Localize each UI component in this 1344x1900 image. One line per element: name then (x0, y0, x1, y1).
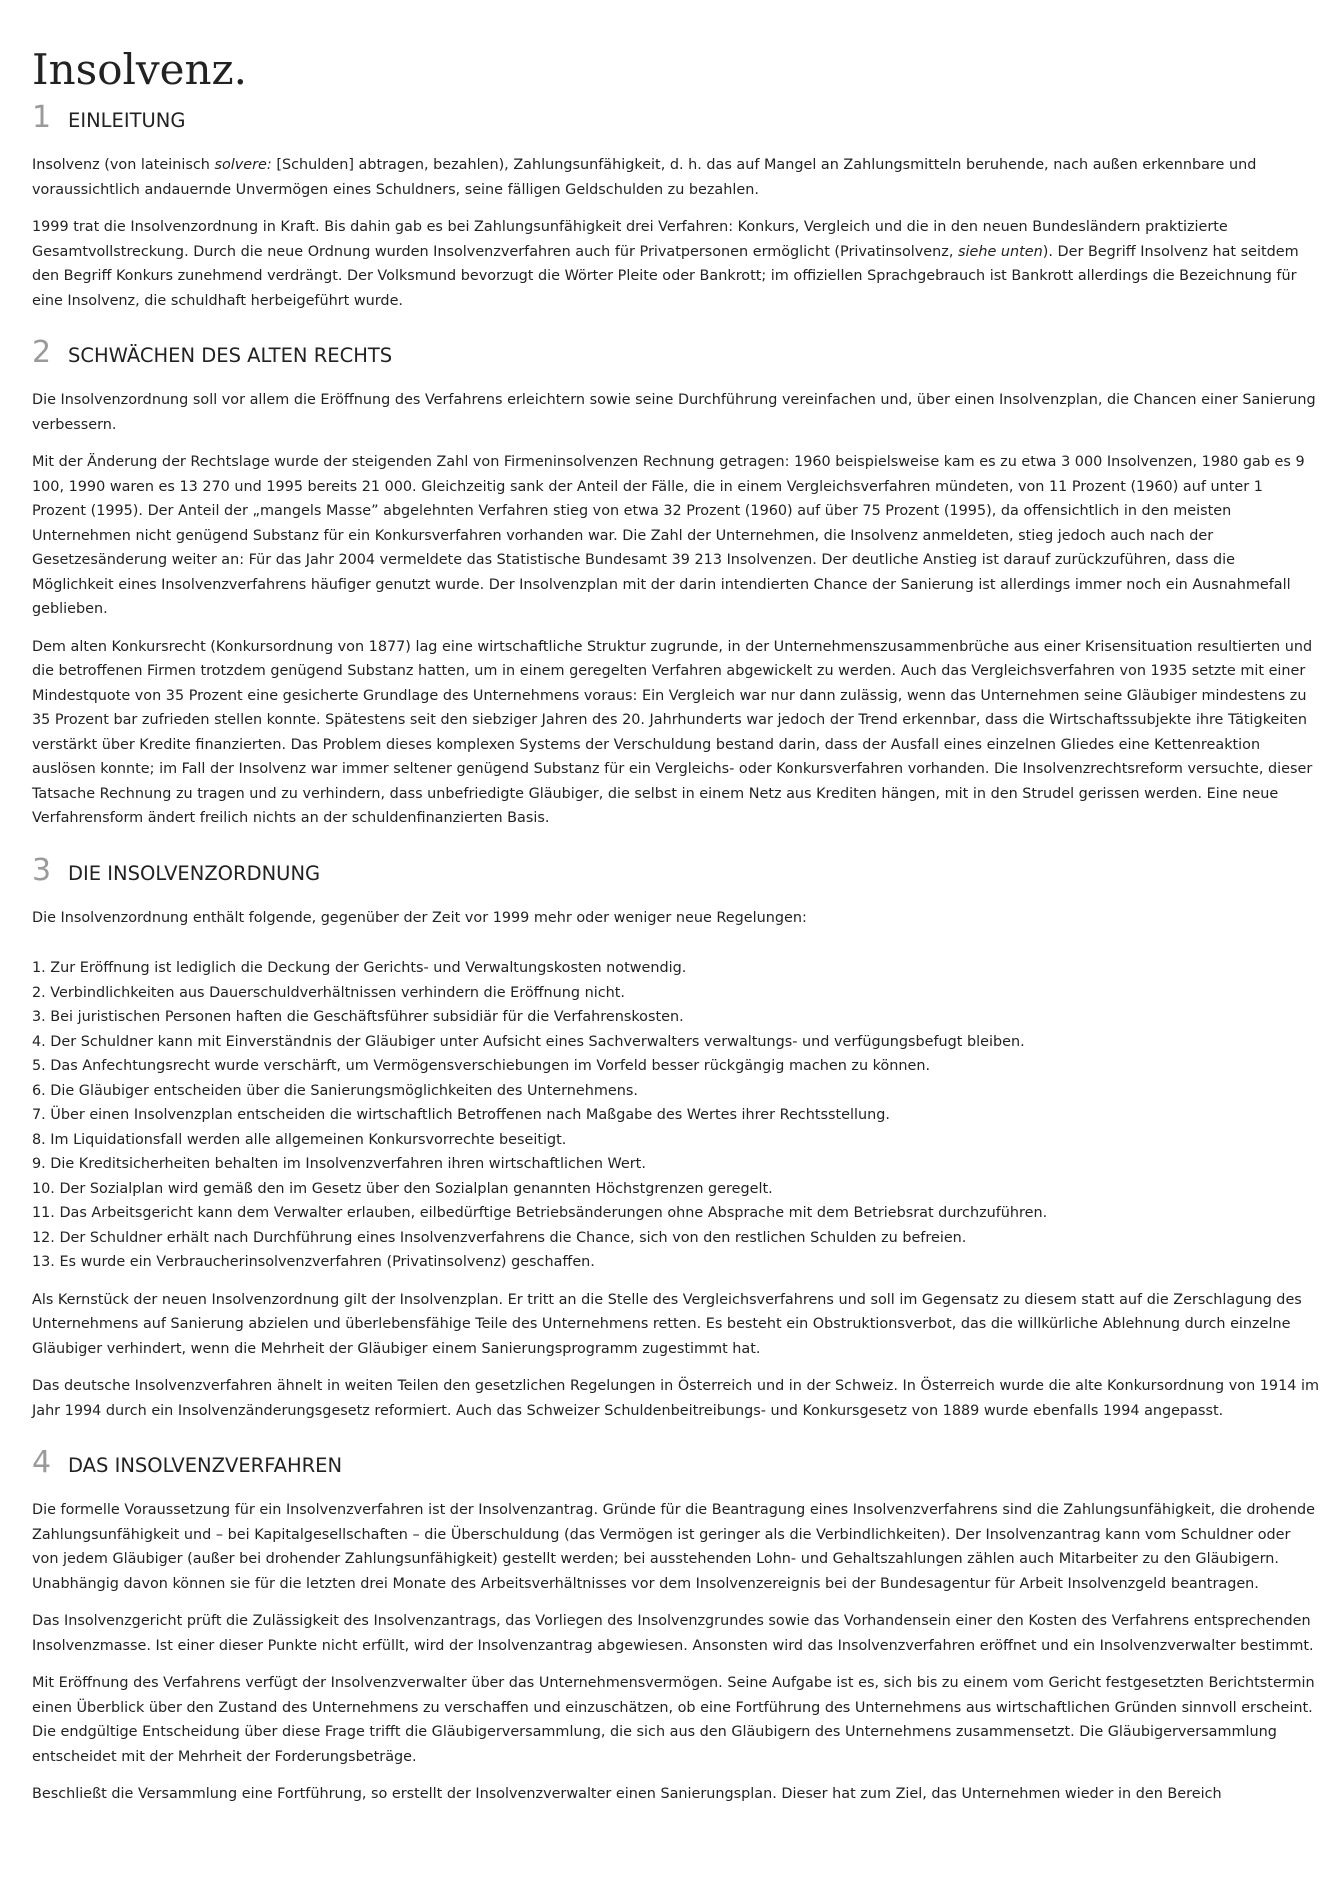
paragraph: 1999 trat die Insolvenzordnung in Kraft. Bis dahin gab es bei Zahlungsunfähigkeit drei Verfahren: Konkurs, Vergleich und die in den neuen Bundesländern praktizierte Gesamtvollstreckung. Durch die neue Ordnung wurden Insolvenzverfahren auch für Privatpersonen ermöglicht (Privatinsolvenz, siehe unten). Der Begriff Insolvenz hat seitdem den Begriff Konkurs zunehmend verdrängt. Der Volksmund bevorzugt die Wörter Pleite oder Bankrott; im offiziellen Sprachgebrauch ist Bankrott allerdings die Bezeichnung für eine Insolvenz, die schuldhaft herbeigeführt wurde. (32, 219, 1299, 309)
section-heading (32, 853, 1320, 892)
paragraph: Dem alten Konkursrecht (Konkursordnung von 1877) lag eine wirtschaftliche Struktur zugrunde, in der Unternehmenszusammenbrüche aus einer Krisensituation resultierten und die betroffenen Firmen trotzdem genügend Substanz hatten, um in einem geregelten Verfahren abgewickelt zu werden. Auch das Vergleichsverfahren von 1935 setzte mit einer Mindestquote von 35 Prozent eine gesicherte Grundlage des Unternehmens voraus: Ein Vergleich war nur dann zulässig, wenn das Unternehmen seine Gläubiger mindestens zu 35 Prozent bar zufrieden stellen konnte. Spätestens seit den siebziger Jahren des 20. Jahrhunderts war jedoch der Trend erkennbar, dass die Wirtschaftssubjekte ihre Tätigkeiten verstärkt über Kredite finanzierten. Das Problem dieses komplexen Systems der Verschuldung bestand darin, dass der Ausfall eines einzelnen Gliedes eine Kettenreaktion auslösen konnte; im Fall der Insolvenz war immer seltener genügend Substanz für ein Vergleichs- oder Konkursverfahren vorhanden. Die Insolvenzrechtsreform versuchte, dieser Tatsache Rechnung zu tragen und zu verhindern, dass unbefriedigte Gläubiger, die selbst in einem Netz aus Krediten hängen, mit in den Strudel gerissen werden. Eine neue Verfahrensform ändert freilich nichts an der schuldenfinanzierten Basis. (32, 638, 1313, 826)
section-heading (32, 100, 1320, 139)
paragraph: Mit Eröffnung des Verfahrens verfügt der Insolvenzverwalter über das Unternehmensvermögen. Seine Aufgabe ist es, sich bis zu einem vom Gericht festgesetzten Berichtstermin einen Überblick über den Zustand des Unternehmens zu verschaffen und einzuschätzen, ob eine Fortführung des Unternehmens aus wirtschaftlichen Gründen sinnvoll erscheint. Die endgültige Entscheidung über diese Frage trifft die Gläubigerversammlung, die sich aus den Gläubigern des Unternehmens zusammensetzt. Die Gläubigerversammlung entscheidet mit der Mehrheit der Forderungsbeträge. (32, 1675, 1315, 1765)
section-heading (32, 335, 1320, 374)
italic-text: solvere: (214, 157, 272, 173)
section-die-insolvenzordnung (32, 853, 1320, 1424)
regulations-list (32, 956, 1320, 1275)
section-title: EINLEITUNG (68, 109, 186, 132)
section-title: DAS INSOLVENZVERFAHREN (68, 1454, 343, 1477)
section-number: 1 (32, 100, 52, 135)
list-item: 4. Der Schuldner kann mit Einverständnis der Gläubiger unter Aufsicht eines Sachverwalters verwaltungs- und verfügungsbefugt bleiben. (32, 1033, 1025, 1050)
list-item: 6. Die Gläubiger entscheiden über die Sanierungsmöglichkeiten des Unternehmens. (32, 1082, 638, 1099)
list-item: 12. Der Schuldner erhält nach Durchführung eines Insolvenzverfahrens die Chance, sich von den restlichen Schulden zu befreien. (32, 1229, 967, 1246)
paragraph: Die Insolvenzordnung soll vor allem die Eröffnung des Verfahrens erleichtern sowie seine Durchführung vereinfachen und, über einen Insolvenzplan, die Chancen einer Sanierung verbessern. (32, 392, 1316, 433)
list-item: 11. Das Arbeitsgericht kann dem Verwalter erlauben, eilbedürftige Betriebsänderungen ohne Absprache mit dem Betriebsrat durchzuführen. (32, 1205, 1048, 1221)
list-item: 10. Der Sozialplan wird gemäß den im Gesetz über den Sozialplan genannten Höchstgrenzen geregelt. (32, 1180, 773, 1197)
paragraph: Als Kernstück der neuen Insolvenzordnung gilt der Insolvenzplan. Er tritt an die Stelle des Vergleichsverfahrens und soll im Gegensatz zu diesem statt auf die Zerschlagung des Unternehmens auf Sanierung abzielen und überlebensfähige Teile des Unternehmens retten. Es besteht ein Obstruktionsverbot, das die willkürliche Ablehnung durch einzelne Gläubiger verhindert, wenn die Mehrheit der Gläubiger einem Sanierungsprogramm zugestimmt hat. (32, 1291, 1302, 1357)
section-number: 2 (32, 335, 52, 370)
section-einleitung (32, 100, 1320, 313)
paragraph: Mit der Änderung der Rechtslage wurde der steigenden Zahl von Firmeninsolvenzen Rechnung getragen: 1960 beispielsweise kam es zu etwa 3 000 Insolvenzen, 1980 gab es 9 100, 1990 waren es 13 270 und 1995 bereits 21 000. Gleichzeitig sank der Anteil der Fälle, die in einem Vergleichsverfahren mündeten, von 11 Prozent (1960) auf unter 1 Prozent (1995). Der Anteil der „mangels Masse” abgelehnten Verfahren stieg von etwa 32 Prozent (1960) auf über 75 Prozent (1995), da offensichtlich in den meisten Unternehmen nicht genügend Substanz für ein Konkursverfahren vorhanden war. Die Zahl der Unternehmen, die Insolvenz anmeldeten, stieg jedoch auch nach der Gesetzesänderung weiter an: Für das Jahr 2004 vermeldete das Statistische Bundesamt 39 213 Insolvenzen. Der deutliche Anstieg ist darauf zurückzuführen, dass die Möglichkeit eines Insolvenzverfahrens häufiger genutzt wurde. Der Insolvenzplan mit der darin intendierten Chance der Sanierung ist allerdings immer noch ein Ausnahmefall geblieben. (32, 454, 1305, 617)
list-item: 7. Über einen Insolvenzplan entscheiden die wirtschaftlich Betroffenen nach Maßgabe des Wertes ihrer Rechtsstellung. (32, 1107, 890, 1123)
list-item: 1. Zur Eröffnung ist lediglich die Deckung der Gerichts- und Verwaltungskosten notwendig. (32, 960, 687, 976)
section-das-insolvenzverfahren (32, 1445, 1320, 1807)
paragraph: Die formelle Voraussetzung für ein Insolvenzverfahren ist der Insolvenzantrag. Gründe für die Beantragung eines Insolvenzverfahrens sind die Zahlungsunfähigkeit, die drohende Zahlungsunfähigkeit und – bei Kapitalgesellschaften – die Überschuldung (das Vermögen ist geringer als die Verbindlichkeiten). Der Insolvenzantrag kann vom Schuldner oder von jedem Gläubiger (außer bei drohender Zahlungsunfähigkeit) gestellt werden; bei ausstehenden Lohn- und Gehaltszahlungen zählen auch Mitarbeiter zu den Gläubigern. Unabhängig davon können sie für die letzten drei Monate des Arbeitsverhältnisses vor dem Insolvenzereignis bei der Bundesagentur für Arbeit Insolvenzgeld beantragen. (32, 1502, 1315, 1592)
list-item: 3. Bei juristischen Personen haften die Geschäftsführer subsidiär für die Verfahrenskosten. (32, 1009, 684, 1025)
list-item: 5. Das Anfechtungsrecht wurde verschärft, um Vermögensverschiebungen im Vorfeld besser rückgängig machen zu können. (32, 1058, 931, 1074)
italic-text: siehe unten (957, 243, 1043, 260)
paragraph: Beschließt die Versammlung eine Fortführung, so erstellt der Insolvenzverwalter einen Sanierungsplan. Dieser hat zum Ziel, das Unternehmen wieder in den Bereich (32, 1786, 1222, 1802)
section-title: DIE INSOLVENZORDNUNG (68, 861, 321, 885)
section-title: SCHWÄCHEN DES ALTEN RECHTS (68, 344, 393, 367)
document-title: Insolvenz. (32, 45, 248, 94)
list-item: 2. Verbindlichkeiten aus Dauerschuldverhältnissen verhindern die Eröffnung nicht. (32, 984, 625, 1001)
paragraph: Das deutsche Insolvenzverfahren ähnelt in weiten Teilen den gesetzlichen Regelungen in Österreich und in der Schweiz. In Österreich wurde die alte Konkursordnung von 1914 im Jahr 1994 durch ein Insolvenzänderungsgesetz reformiert. Auch das Schweizer Schuldenbeitreibungs- und Konkursgesetz von 1889 wurde ebenfalls 1994 angepasst. (32, 1378, 1319, 1419)
paragraph: Das Insolvenzgericht prüft die Zulässigkeit des Insolvenzantrags, das Vorliegen des Insolvenzgrundes sowie das Vorhandensein einer den Kosten des Verfahrens entsprechenden Insolvenzmasse. Ist einer dieser Punkte nicht erfüllt, wird der Insolvenzantrag abgewiesen. Ansonsten wird das Insolvenzverfahren eröffnet und ein Insolvenzverwalter bestimmt. (32, 1613, 1314, 1654)
section-schwaechen-des-alten-rechts (32, 335, 1320, 831)
paragraph: Die Insolvenzordnung enthält folgende, gegenüber der Zeit vor 1999 mehr oder weniger neue Regelungen: (32, 909, 807, 926)
section-heading (32, 1445, 1320, 1484)
paragraph: Insolvenz (von lateinisch solvere: [Schulden] abtragen, bezahlen), Zahlungsunfähigkeit, d. h. das auf Mangel an Zahlungsmitteln beruhende, nach außen erkennbare und voraussichtlich andauernde Unvermögen eines Schuldners, seine fälligen Geldschulden zu bezahlen. (32, 157, 1257, 198)
section-number: 4 (32, 1445, 52, 1480)
section-number: 3 (32, 852, 52, 888)
list-item: 13. Es wurde ein Verbraucherinsolvenzverfahren (Privatinsolvenz) geschaffen. (32, 1254, 595, 1270)
list-item: 8. Im Liquidationsfall werden alle allgemeinen Konkursvorrechte beseitigt. (32, 1131, 567, 1148)
list-item: 9. Die Kreditsicherheiten behalten im Insolvenzverfahren ihren wirtschaftlichen Wert. (32, 1156, 646, 1172)
